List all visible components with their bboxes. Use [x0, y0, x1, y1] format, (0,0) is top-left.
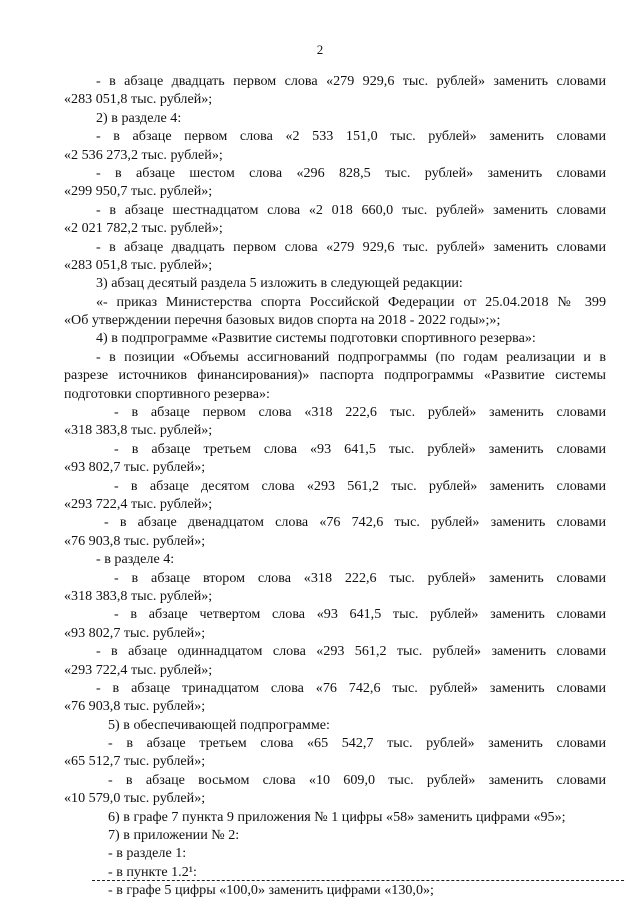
- text-line: 5) в обеспечивающей подпрограмме:: [108, 716, 330, 733]
- text-line: - в абзаце двенадцатом слова «76 742,6 тыс. рублей» заменить словами: [104, 514, 606, 531]
- text-line: «2 021 782,2 тыс. рублей»;: [64, 220, 223, 237]
- text-line: «93 802,7 тыс. рублей»;: [64, 459, 206, 476]
- text-line: «- приказ Министерства спорта Российской Федерации от 25.04.2018 № 399: [96, 293, 606, 310]
- text-line: - в позиции «Объемы ассигнований подпрограммы (по годам реализации и в: [96, 348, 606, 365]
- text-line: - в абзаце десятом слова «293 561,2 тыс. рублей» заменить словами: [114, 477, 606, 494]
- text-line: - в абзаце восьмом слова «10 609,0 тыс. рублей» заменить словами: [108, 771, 606, 788]
- text-line: подготовки спортивного резерва»:: [64, 385, 270, 402]
- text-line: - в абзаце первом слова «318 222,6 тыс. рублей» заменить словами: [114, 404, 606, 421]
- text-line: «76 903,8 тыс. рублей»;: [64, 698, 206, 715]
- text-line: «318 383,8 тыс. рублей»;: [64, 587, 213, 604]
- text-line: - в абзаце втором слова «318 222,6 тыс. рублей» заменить словами: [114, 569, 606, 586]
- text-line: «283 051,8 тыс. рублей»;: [64, 256, 213, 273]
- text-line: - в абзаце четвертом слова «93 641,5 тыс. рублей» заменить словами: [114, 606, 606, 623]
- text-line: - в абзаце шестом слова «296 828,5 тыс. рублей» заменить словами: [96, 164, 606, 181]
- page-number: 2: [316, 42, 324, 57]
- text-line: «10 579,0 тыс. рублей»;: [64, 790, 206, 807]
- document-body: [64, 72, 606, 900]
- text-line: 4) в подпрограмме «Развитие системы подготовки спортивного резерва»:: [96, 330, 536, 347]
- text-line: - в графе 5 цифры «100,0» заменить цифрами «130,0»;: [108, 882, 434, 899]
- text-line: - в абзаце первом слова «2 533 151,0 тыс. рублей» заменить словами: [96, 128, 606, 145]
- text-line: 3) абзац десятый раздела 5 изложить в следующей редакции:: [96, 275, 463, 292]
- text-line: - в абзаце третьем слова «65 542,7 тыс. рублей» заменить словами: [108, 735, 606, 752]
- text-line: «76 903,8 тыс. рублей»;: [64, 532, 206, 549]
- text-line: - в абзаце двадцать первом слова «279 929,6 тыс. рублей» заменить словами: [96, 73, 606, 89]
- text-line: 7) в приложении № 2:: [108, 827, 240, 844]
- text-line: - в абзаце двадцать первом слова «279 929,6 тыс. рублей» заменить словами: [96, 238, 606, 255]
- text-line: «Об утверждении перечня базовых видов спорта на 2018 - 2022 годы»;»;: [64, 312, 501, 329]
- text-line: - в разделе 4:: [96, 551, 175, 568]
- text-line: «293 722,4 тыс. рублей»;: [64, 661, 213, 678]
- text-line: «65 512,7 тыс. рублей»;: [64, 753, 206, 770]
- text-line: «283 051,8 тыс. рублей»;: [64, 91, 213, 108]
- text-line: «93 802,7 тыс. рублей»;: [64, 624, 206, 641]
- text-line: «318 383,8 тыс. рублей»;: [64, 422, 213, 439]
- text-line: - в абзаце третьем слова «93 641,5 тыс. рублей» заменить словами: [114, 440, 606, 457]
- text-line: «299 950,7 тыс. рублей»;: [64, 183, 213, 200]
- text-line: разрезе источников финансирования)» паспорта подпрограммы «Развитие системы: [64, 367, 606, 384]
- text-line: «293 722,4 тыс. рублей»;: [64, 495, 213, 512]
- text-line: - в абзаце одиннадцатом слова «293 561,2 тыс. рублей» заменить словами: [96, 643, 606, 660]
- text-line: - в разделе 1:: [108, 845, 187, 862]
- text-line: - в абзаце тринадцатом слова «76 742,6 тыс. рублей» заменить словами: [96, 679, 606, 696]
- text-line: 6) в графе 7 пункта 9 приложения № 1 цифры «58» заменить цифрами «95»;: [108, 808, 566, 825]
- text-line: «2 536 273,2 тыс. рублей»;: [64, 146, 223, 163]
- text-line: - в пункте 1.2¹:: [108, 863, 197, 880]
- footer-rule: [92, 880, 624, 881]
- text-line: - в абзаце шестнадцатом слова «2 018 660,0 тыс. рублей» заменить словами: [96, 201, 606, 218]
- text-line: 2) в разделе 4:: [96, 109, 182, 126]
